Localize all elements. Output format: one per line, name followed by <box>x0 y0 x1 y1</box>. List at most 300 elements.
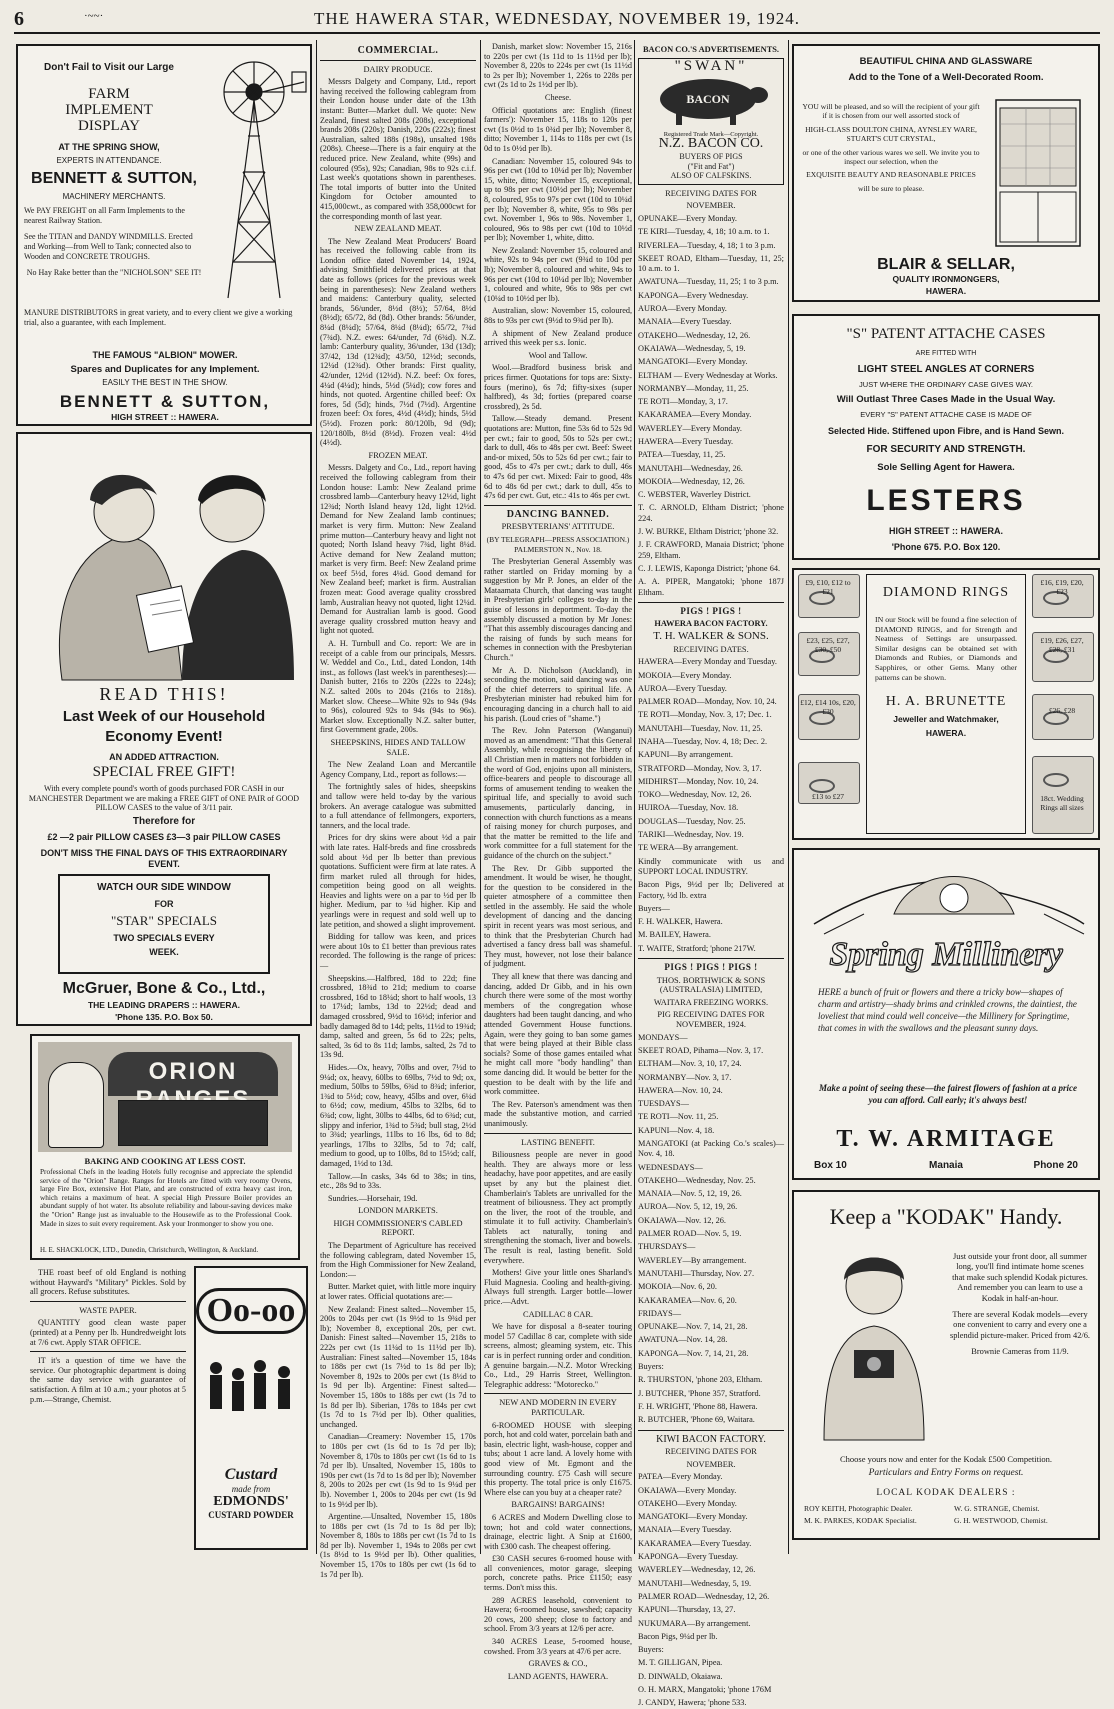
date-entry: T. C. ARNOLD, Eltham District; 'phone 224. <box>638 503 784 523</box>
ad-line: TWO SPECIALS EVERY <box>113 933 215 943</box>
date-entry: KAPONGA—Every Wednesday. <box>638 290 749 300</box>
article-paragraph: New Zealand: November 15, coloured and white, 92s to 94s per cwt (9¾d to 10d per lb); November 8, coloured and white, 94s to 96s per cwt (10d to 10¼d per lb); November 1, coloured and white, 96s to 98s per cwt (10¼d to 10½d per lb). <box>484 245 632 303</box>
date-entry: WAVERLEY—Wednesday, 12, 26. <box>638 1565 756 1575</box>
date-entry: TOKO—Wednesday, Nov. 12, 26. <box>638 790 752 800</box>
ad-text: THE FAMOUS "ALBION" MOWER. <box>92 350 238 360</box>
article-heading: NEW AND MODERN IN EVERY PARTICULAR. <box>499 1398 617 1417</box>
date-entry: MANGATOKI—Every Monday. <box>638 1512 748 1522</box>
ad-headline: BAKING AND COOKING AT LESS COST. <box>84 1156 246 1166</box>
article-paragraph: The Rev. Dr Gibb supported the amendment. It would be wiser, he thought, for the question to be considered in the quieter atmosphere of a committee then settled in the assembly. He said the whole development of dancing and the dancing spirit in recent years was most serious, and to think that the Presbyterian Church had advertised a fancy dress ball was shameful. They must, however, not lose their balance of judgment. <box>484 863 632 969</box>
date-entry: Bacon Pigs, 9½d per lb; Delivered at Factory, ½d lb. extra <box>638 880 784 900</box>
article-paragraph: 289 ACRES leasehold, convenient to Hawera; 6-roomed house, sawshed; capacity 20 cows, 200 sheep; close to factory and school. From 3/3 years at 12/6 per acre. <box>484 1595 632 1634</box>
ad-line: WEEK. <box>149 947 179 957</box>
ad-text: EXQUISITE BEAUTY AND REASONABLE PRICES <box>806 170 976 180</box>
ad-line: DON'T MISS THE FINAL DAYS OF THIS EXTRAORDINARY EVENT. <box>40 848 288 869</box>
article-paragraph: Butter. Market quiet, with little more inquiry at lower rates. Official quotations are:— <box>320 1282 476 1302</box>
children-illustration <box>204 1348 302 1458</box>
firm-subtitle: MACHINERY MERCHANTS. <box>62 192 166 201</box>
signature: LAND AGENTS, HAWERA. <box>507 1671 609 1681</box>
article-paragraph: Messrs. Dalgety and Co., Ltd., report having received the following cablegram from their London house: Lamb: New Zealand prime crossbred lamb—Canterbury heavy 12½d, light 12¾d; North Island heavy 12d, light 12½d. Demand for New Zealand lamb continues; market is very firm. Mutton: New Zealand prime mutton—Canterbury heavy and light not quoted; North Island heavy 7¾d, light 8¼d. Active demand for New Zealand mutton; market is very firm. Beef: New Zealand prime ox beef 5½d, fores 4¼d. Good demand for New Zealand beef; market is firm. Australian frozen meat: Good average quality crossbred lamb, Australian heavy not quoted, light 12¼d. Demand for Australian lamb is good. Good average quality crossbred mutton heavy and light not quoted. <box>320 463 476 636</box>
firm-name: THOS. BORTHWICK & SONS (AUSTRALASIA) LIMITED, <box>656 975 766 995</box>
section-title: BACON CO.'S ADVERTISEMENTS. <box>642 45 780 54</box>
article-paragraph: Australian, slow: November 15, coloured, 88s to 93s per cwt (9½d to 9¾d per lb). <box>484 306 632 326</box>
article-heading: FROZEN MEAT. <box>368 450 428 460</box>
date-entry: OPUNAKE—Nov. 7, 14, 21, 28. <box>638 1322 748 1332</box>
firm-name: BLAIR & SELLAR, <box>877 256 1015 273</box>
ad-text: EASILY THE BEST IN THE SHOW. <box>102 378 228 387</box>
side-window-box <box>58 874 270 974</box>
date-entry: FRIDAYS— <box>638 1308 682 1318</box>
article-paragraph: Mr A. D. Nicholson (Auckland), in seconding the motion, said dancing was one of the chief deterrers to spiritual life. A Presbyterian minister had rebuked him for encouraging dancing in a church hall to aid his parish. (Loud cries of "shame.") <box>484 665 632 723</box>
ad-text: Just outside your front door, all summer long, you'll find intimate home scenes that make such splendid Kodak pictures. And remember you can learn to use a Kodak in half-an-hour. <box>952 1252 1088 1303</box>
ad-headline: READ THIS! <box>99 684 229 704</box>
article-paragraph: The fortnightly sales of hides, sheepskins and tallow were held to-day by the various brokers. An average catalogue was submitted to a full attendance of fellmongers, exporters, tanners, and the local trade. <box>320 782 476 830</box>
ad-text: There are several Kodak models—every one convenient to carry and every one a splendid picture-maker. Priced from 42/6. <box>950 1310 1091 1340</box>
ad-text: No Hay Rake better than the "NICHOLSON" SEE IT! <box>26 268 202 277</box>
ad-text: or one of the other various wares we sell. We invite you to inspect our selection, when the <box>802 147 980 167</box>
ad-line: "STAR" SPECIALS <box>110 913 217 928</box>
date-entry: HAWERA—Nov. 10, 24. <box>638 1085 723 1095</box>
nz-bacon-dates-list <box>638 214 784 598</box>
firm-subtitle: QUALITY IRONMONGERS, <box>892 274 1000 284</box>
range-stove <box>118 1100 268 1146</box>
date-entry: MANGATOKI (at Packing Co.'s scales)—Nov. 4, 18. <box>638 1138 784 1159</box>
ad-edmonds-custard <box>194 1266 308 1550</box>
svg-text:BACON: BACON <box>686 92 730 107</box>
millinery-logo: Spring Millinery <box>829 936 1063 973</box>
date-entry: AWATUNA—Tuesday, 11, 25; 1 to 3 p.m. <box>638 277 779 287</box>
firm-name: T. H. WALKER & SONS. <box>653 630 769 643</box>
ad-line: AT THE SPRING SHOW, <box>58 142 160 152</box>
column-rule <box>480 40 481 1554</box>
date-entry: Buyers: <box>638 1362 664 1372</box>
firm-town: Manaia <box>929 1160 963 1171</box>
ad-line: LIGHT STEEL ANGLES AT CORNERS <box>857 364 1035 375</box>
date-entry: AWATUNA—Nov. 14, 28. <box>638 1335 728 1345</box>
date-entry: J. CANDY, Hawera; 'phone 533. <box>638 1698 747 1708</box>
date-entry: PALMER ROAD—Wednesday, 12, 26. <box>638 1591 770 1601</box>
article-heading: Wool and Tallow. <box>528 350 588 360</box>
date-entry: F. H. WALKER, Hawera. <box>638 917 723 927</box>
firm-name: T. W. ARMITAGE <box>836 1126 1056 1152</box>
ad-mcgruer-bone <box>16 432 312 1026</box>
firm-name: LESTERS <box>866 484 1026 517</box>
hat-illustration <box>804 854 1092 944</box>
date-entry: WAVERLEY—Every Monday. <box>638 423 742 433</box>
ad-line: Sole Selling Agent for Hawera. <box>877 462 1015 473</box>
date-entry: MANUTAHI—Wednesday, 26. <box>638 463 743 473</box>
article-paragraph: Danish, market slow: November 15, 216s to 220s per cwt (1s 11d to 1s 11½d per lb); November 8, 220s to 224s per cwt (1s 11½d to 2s per lb); November 1, 226s to 228s per cwt (2s 1d to 2s 1½d per lb). <box>484 42 632 90</box>
ad-line: FARM <box>88 86 130 102</box>
ad-text: will be sure to please. <box>857 183 924 193</box>
ad-line: ALSO OF CALFSKINS. <box>670 171 752 181</box>
article-paragraph: Sundries.—Horsehair, 19d. <box>328 1193 418 1203</box>
ad-footer: H. E. SHACKLOCK, LTD., Dunedin, Christchurch, Wellington, & Auckland. <box>40 1246 259 1254</box>
date-entry: KAPUNI—Thursday, 13, 27. <box>638 1605 736 1615</box>
ring-image <box>1032 694 1094 740</box>
ad-line: BUYERS OF PIGS <box>679 151 743 161</box>
ad-text: Brownie Cameras from 11/9. <box>971 1347 1069 1357</box>
date-entry: J. W. BURKE, Eltham District; 'phone 32. <box>638 527 779 537</box>
article-heading: SHEEPSKINS, HIDES AND TALLOW SALE. <box>330 737 466 757</box>
ad-headline: Keep a "KODAK" Handy. <box>829 1204 1063 1229</box>
firm-phone: 'Phone 135. P.O. Box 50. <box>115 1012 213 1022</box>
ad-bennett-sutton <box>16 44 312 426</box>
ad-line: FOR <box>154 899 174 909</box>
article-heading: DAIRY PRODUCE. <box>363 64 433 74</box>
ad-text: YOU will be pleased, and so will the recipient of your gift if it is chosen from our well assorted stock of <box>802 102 980 121</box>
article-paragraph: Biliousness people are never in good health. They are always more or less headachy, have poor appetites, and are easily upset by any but the plainest diet. Chamberlain's Tablets are unrivalled for the treatment of biliousness. They act promptly on the liver, the root of the trouble, and stimulate it to full activity. Chamberlain's Tablets act naturally, toning and strengthening the stomach, liver and bowels. The result is real, lasting benefit. Sold everywhere. <box>484 1150 632 1265</box>
date-entry: STRATFORD—Monday, Nov. 3, 17. <box>638 763 762 773</box>
ad-line: WATCH OUR SIDE WINDOW <box>97 882 231 893</box>
firm-phone: Phone 20 <box>1033 1160 1078 1171</box>
column-rule <box>788 40 789 1554</box>
firm-subtitle: HAWERA. <box>925 286 967 296</box>
date-entry: KAKARAMEA—Nov. 6, 20. <box>638 1295 737 1305</box>
ad-line: RECEIVING DATES. <box>673 644 749 654</box>
china-cabinet-illustration <box>986 94 1090 252</box>
date-entry: PALMER ROAD—Monday, Nov. 10, 24. <box>638 697 777 707</box>
firm-name: BENNETT & SUTTON, <box>31 170 197 187</box>
ad-line: RECEIVING DATES FOR <box>665 1447 757 1457</box>
firm-subtitle: THE LEADING DRAPERS :: HAWERA. <box>87 1000 241 1010</box>
dealer-name: ROY KEITH, Photographic Dealer. <box>804 1504 913 1513</box>
price-label: £16, £19, £20, £23 <box>1040 578 1084 596</box>
date-entry: M. T. GILLIGAN, Pipea. <box>638 1658 723 1668</box>
masthead-ornament: ·~~· <box>84 10 104 22</box>
ad-line: WAITARA FREEZING WORKS. <box>653 997 769 1007</box>
ad-text: HIGH-CLASS DOULTON CHINA, AYNSLEY WARE, STUART'S CUT CRYSTAL, <box>805 124 977 144</box>
firm-name: McGruer, Bone & Co., Ltd., <box>62 980 266 997</box>
dealer-name: G. H. WESTWOOD, Chemist. <box>954 1516 1048 1525</box>
date-entry: SKEET ROAD, Pihama—Nov. 3, 17. <box>638 1045 764 1055</box>
ad-line: made from <box>231 1484 271 1494</box>
ad-line: PIGS ! PIGS ! <box>680 605 742 616</box>
date-entry: O. H. MARX, Mangatoki; 'phone 176M <box>638 1685 772 1695</box>
dealer-name: M. K. PARKES, KODAK Specialist. <box>804 1516 917 1525</box>
date-entry: OTAKEHO—Wednesday, 12, 26. <box>638 330 751 340</box>
date-entry: DOUGLAS—Tuesday, Nov. 25. <box>638 816 746 826</box>
edmonds-logo: Oo-oo <box>196 1288 306 1334</box>
bacon-column <box>638 42 784 1708</box>
ad-orion-ranges <box>30 1034 300 1260</box>
woman-camera-illustration <box>804 1240 944 1440</box>
price-label: £26, £28 <box>1048 706 1076 715</box>
date-entry: NORMANBY—Monday, 11, 25. <box>638 383 749 393</box>
date-entry: PALMER ROAD—Nov. 5, 19. <box>638 1229 742 1239</box>
article-paragraph: Hides.—Ox, heavy, 70lbs and over, 7½d to 9¼d; ox, heavy, 60lbs to 69lbs, 7½d to 9d; ox, medium, 50lbs to 59lbs, 6¾d to 8¾d; inferior, 1¾d to 5½d; cow, heavy, 45lbs and over, 6¼d to 6½d; cow, medium, 45lbs to 32lbs, 6d to 6¾d; cow, light, 30lbs to 44lbs, 6d to 6¾d; cut, slippy and inferior, 1¾d to 5¾d; bull stag, 2½d to 3¾d; yearlings, 11lbs to 16 lbs, 6d to 8d; yearlings, 17lbs to 32lbs, 5d to 7d; calf, medium to good, up to 10lbs, 8d to 15½d; calf, damaged, 1½d to 13d. <box>320 1062 476 1168</box>
date-entry: OTAKEHO—Every Monday. <box>638 1498 737 1508</box>
ad-line: NOVEMBER. <box>686 1459 736 1469</box>
article-paragraph: They all knew that there was dancing and dancing, added Dr Gibb, and in his own church there were some of the most worthy members of the congregation whose daughters had been taught dancing, and who attended Government House functions. Again, were they going to ban some games that were being played at their Bible class socials? Some of those games entailed what he might call more "body handling" than some dancing did. It would be better for the question to be dealt with by the life and work committee. <box>484 972 632 1097</box>
article-paragraph: Tallow.—Steady demand. Present quotations are: Mutton, fine 53s 6d to 52s 9d per cwt.; fair to good, 50s to 52s per cwt.; dark to dull, 46s to 48s per cwt. Beef: Sweet and-or mixed, 50s to 52s 6d per cwt.; fair to good, 45s to 47s per cwt.; dark to dull, 46s to 47s 6d per cwt. Mixed: Fair to good, 48s 6d to 48s 6d per cwt.; dark to dull, 45s to 47s 6d per cwt. Gut, etc.: 41s to 46s per cwt. <box>484 414 632 501</box>
ad-line: EDMONDS' <box>213 1494 289 1509</box>
ad-text: Professional Chefs in the leading Hotels fully recognise and appreciate the splendid service of the "Orion" Range. Ranges for Hotels are fitted with very roomy Ovens, large Fire Box, extensive Hot Plate, and are constructed of extra heavy cast iron, which retains a maximum of heat. A special High Pressure Boiler provides an abundant supply of hot water. Its absolute reliability and labour-saving devices make the "Orion" Range just as invaluable to the Housewife as to the Professional Cook. Made in sizes to suit every requirement. Ask your Ironmonger to show you one. <box>40 1167 292 1228</box>
article-heading: BARGAINS! BARGAINS! <box>511 1500 605 1510</box>
date-entry: ELTHAM — Every Wednesday at Works. <box>638 370 778 380</box>
date-entry: MANUTAHI—Wednesday, 5, 19. <box>638 1578 752 1588</box>
ad-headline: DIAMOND RINGS <box>882 585 1010 600</box>
date-entry: MIDHIRST—Monday, Nov. 10, 24. <box>638 776 759 786</box>
dateline: (BY TELEGRAPH—PRESS ASSOCIATION.) PALMERSTON N., Nov. 18. <box>486 534 630 554</box>
price-label: 18ct. Wedding Rings all sizes <box>1040 794 1084 812</box>
dealers-heading: LOCAL KODAK DEALERS : <box>876 1488 1016 1498</box>
date-entry: MANGATOKI—Every Monday. <box>638 357 748 367</box>
date-entry: HAWERA—Every Tuesday. <box>638 436 734 446</box>
article-paragraph: Mothers! Give your little ones Sharland's Fluid Magnesia. Cooling and health-giving. Always full strength. Larger bottle—lower price.—Advt. <box>484 1268 632 1307</box>
commercial-column <box>320 42 476 1579</box>
date-entry: KAKARAMEA—Every Monday. <box>638 410 752 420</box>
orion-logo: ORION <box>108 1052 278 1096</box>
windmill-illustration <box>198 52 310 302</box>
ad-line: Therefore for <box>132 816 196 827</box>
ad-line: DISPLAY <box>78 118 140 134</box>
article-title: DANCING BANNED. <box>506 508 610 520</box>
date-entry: TARIKI—Wednesday, Nov. 19. <box>638 830 744 840</box>
article-heading: Cheese. <box>544 92 572 102</box>
price-label: £23, £25, £27, £30, £50 <box>806 636 850 654</box>
article-paragraph: Sheepskins.—Halfbred, 18d to 22d; fine crossbred, 18¾d to 21d; medium to coarse crossbred, 16d to 18¼d; short to half wools, 13 to 17¼d; lambs, 13d to 22½d; dead and damaged crossbred, 9½d to 16½d; inferior and badly damaged 8d to 14d; pelts, 11½d to 19¾d; damp, salted and green, 5s 6d to 22s; pelts, salted, 3s 6d to 8s 11d; lambs, salted, 2s 7d to 13s 9d. <box>320 973 476 1060</box>
article-paragraph: The Department of Agriculture has received the following cablegram, dated November 15, from the High Commissioner for New Zealand, London:— <box>320 1241 476 1279</box>
ad-text: Particulars and Entry Forms on request. <box>868 1468 1024 1478</box>
firm-phone: 'Phone 675. P.O. Box 120. <box>891 542 1001 552</box>
ad-text: QUANTITY good clean waste paper (printed) at a Penny per lb. Hundredweight lots at 7/6 cwt. Apply STAR OFFICE. <box>30 1318 186 1347</box>
ad-headline: "S" PATENT ATTACHE CASES <box>846 326 1046 342</box>
date-entry: INAHA—Tuesday, Nov. 4, 18; Dec. 2. <box>638 737 768 746</box>
date-entry: TE KIRI—Tuesday, 4, 18; 10 a.m. to 1. <box>638 227 770 237</box>
date-entry: AUROA—Every Tuesday. <box>638 683 727 693</box>
ad-intro: Don't Fail to Visit our Large <box>44 62 174 73</box>
firm-box: Box 10 <box>814 1160 847 1171</box>
ad-line: IMPLEMENT <box>65 102 153 118</box>
ad-line: AN ADDED ATTRACTION. <box>109 752 219 762</box>
date-entry: WAVERLEY—By arrangement. <box>638 1255 747 1265</box>
date-entry: OPUNAKE—Every Monday. <box>638 213 738 223</box>
price-label: £9, £10, £12 to £21 <box>805 578 851 596</box>
ad-line: £2 —2 pair PILLOW CASES £3—3 pair PILLOW CASES <box>47 832 281 842</box>
date-entry: KAKARAMEA—Every Tuesday. <box>638 1538 752 1548</box>
date-entry: MANAIA—Every Tuesday. <box>638 317 732 327</box>
ad-diamond-rings <box>792 568 1100 840</box>
date-entry: M. BAILEY, Hawera. <box>638 930 711 940</box>
column-rule <box>634 40 635 1554</box>
ad-line: Selected Hide. Stiffened upon Fibre, and is Hand Sewn. <box>827 426 1065 436</box>
date-entry: MOKOIA—Nov. 6, 20. <box>638 1282 717 1292</box>
kiwi-dates-list <box>638 1472 784 1708</box>
date-entry: R. BUTCHER, 'Phone 69, Waitara. <box>638 1415 755 1425</box>
article-paragraph: We have for disposal a 8-seater touring model 57 Cadillac 8 car, complete with side screens, almost; gleaming system, etc. This car is in perfect running order and condition. A genuine bargain.—N.Z. Motor Wrecking Co., Ltd., 29 Harris Street, Wellington. Telegraphic address: "Motorecko." <box>484 1322 632 1389</box>
firm-address: HIGH STREET :: HAWERA. <box>889 526 1003 536</box>
ad-armitage-millinery <box>792 848 1100 1180</box>
date-entry: WEDNESDAYS— <box>638 1162 703 1172</box>
ad-line: EVERY "S" PATENT ATTACHE CASE IS MADE OF <box>860 410 1032 419</box>
price-label: £19, £26, £27, £28, £31 <box>1040 636 1084 654</box>
article-paragraph: Bidding for tallow was keen, and prices were about 10s to £1 better than previous rates recorded. The following is the range of prices:— <box>320 932 476 971</box>
ad-kodak <box>792 1190 1100 1540</box>
ad-headline: Add to the Tone of a Well-Decorated Room. <box>848 72 1044 83</box>
article-paragraph: The Rev. Paterson's amendment was then made the substantive motion, and carried unanimously. <box>484 1099 632 1128</box>
article-heading: HIGH COMMISSIONER'S CABLED REPORT. <box>333 1218 463 1238</box>
date-entry: HUIROA—Tuesday, Nov. 18. <box>638 803 739 813</box>
date-entry: TE ROTI—Monday, Nov. 3, 17; Dec. 1. <box>638 710 772 720</box>
walker-dates-list <box>638 657 784 954</box>
firm-subtitle: HAWERA. <box>925 728 967 739</box>
date-entry: OTAKEHO—Wednesday, Nov. 25. <box>638 1175 756 1185</box>
article-subtitle: PRESBYTERIANS' ATTITUDE. <box>501 522 615 532</box>
ad-text: With every complete pound's worth of goods purchased FOR CASH in our MANCHESTER Department we are making a FREE GIFT of ONE PAIR of GOOD PILLOW CASES to the value of 3/11 pair. <box>28 784 300 812</box>
article-paragraph: 6-ROOMED HOUSE with sleeping porch, hot and cold water, porcelain bath and basin, electric light, wash-house, copper and tubs; about 1 acre land. A lovely home with good view of Mt. Egmont and the surrounding country. £75 Cash will secure this property. The total price is only £1675. Where else can you buy at a cheaper rate? <box>484 1420 632 1497</box>
article-heading: LASTING BENEFIT. <box>521 1137 595 1147</box>
date-entry: HAWERA—Every Monday and Tuesday. <box>638 657 777 667</box>
date-entry: RIVERLEA—Tuesday, 4, 18; 1 to 3 p.m. <box>638 240 776 250</box>
date-entry: ELTHAM—Nov. 3, 10, 17, 24. <box>638 1059 742 1069</box>
firm-name: BENNETT & SUTTON, <box>59 392 271 411</box>
article-paragraph: £30 CASH secures 6-roomed house with all conveniences, motor garage, sleeping porch, concrete paths. Price £1150; easy terms. Don't miss this. <box>484 1554 632 1593</box>
ad-headline: BEAUTIFUL CHINA AND GLASSWARE <box>859 56 1033 67</box>
section-title: COMMERCIAL. <box>357 45 439 56</box>
date-entry: MANUTAHI—Tuesday, Nov. 11, 25. <box>638 723 763 733</box>
date-entry: OKAIAWA—Nov. 12, 26. <box>638 1215 726 1225</box>
ad-headline: Economy Event! <box>105 728 223 745</box>
date-entry: C. WEBSTER, Waverley District. <box>638 490 751 500</box>
date-entry: F. H. WRIGHT, 'Phone 88, Hawera. <box>638 1401 758 1411</box>
ad-line: PIGS ! PIGS ! PIGS ! <box>664 962 758 973</box>
newspaper-title: THE HAWERA STAR, WEDNESDAY, NOVEMBER 19, 1924. <box>314 9 800 28</box>
article-paragraph: The Presbyterian General Assembly was rather startled on Friday morning by a suggestion by Mr P. Jones, an elder of the Mataamata Church, that dancing was taught in Presbyterian girls' colleges to-day in the guise of lessons in deportment. To-day the assembly discussed a motion by Mr Jones: "That this assembly discourages dancing and the raising of funds by such means for schemes in connection with the Presbyterian Church." <box>484 557 632 663</box>
article-paragraph: The New Zealand Loan and Mercantile Agency Company, Ltd., report as follows:— <box>320 760 476 779</box>
date-entry: SKEET ROAD, Eltham—Tuesday, 11, 25; 10 a.m. to 1. <box>638 253 784 274</box>
article-paragraph: Wool.—Bradford business brisk and prices firmer. Quotations for tops are: Sixty-fours (merino), 6s 7d; fifty-sixes (super halfbred), 4s 3d; forties (prepared coarse crossbred), 2s 5d. <box>484 363 632 411</box>
date-entry: OKAIAWA—Every Monday. <box>638 1485 737 1495</box>
ad-line: PIG RECEIVING DATES FOR NOVEMBER, 1924. <box>657 1010 765 1030</box>
date-entry: Buyers: <box>638 1645 664 1655</box>
date-entry: KAPUNI—Nov. 4, 18. <box>638 1125 715 1135</box>
date-entry: A. A. PIPER, Mangatoki; 'phone 187J Eltham. <box>638 577 784 597</box>
small-ads <box>30 1268 186 1552</box>
column-rule <box>316 40 317 1554</box>
ad-line: EXPERTS IN ATTENDANCE. <box>56 156 162 165</box>
date-entry: TE ROTI—Monday, 3, 17. <box>638 397 728 407</box>
date-entry: PATEA—Tuesday, 11, 25. <box>638 450 726 460</box>
date-entry: Buyers— <box>638 903 670 913</box>
date-entry: THURSDAYS— <box>638 1242 696 1252</box>
article-heading: LONDON MARKETS. <box>358 1206 438 1216</box>
date-entry: NUKUMARA—By arrangement. <box>638 1618 751 1628</box>
date-entry: MOKOIA—Every Monday. <box>638 670 732 680</box>
article-paragraph: Canadian: November 15, coloured 94s to 96s per cwt (10d to 10¼d per lb); November 15, white, ditto; November 15, exceptional, up to 98s per cwt (10½d per lb); November 8, coloured, 95s to 97s per cwt (10d to 10¼d per lb); November 8, white, 95s to 98s per cwt. November 1, 96s to 98s. November 1, coloured, 96s to 98s per cwt (10d to 10½d per lb); November 1, white, ditto. <box>484 156 632 243</box>
borthwick-dates-list <box>638 1033 784 1426</box>
ad-line: CUSTARD POWDER <box>208 1510 294 1520</box>
article-paragraph: Official quotations are: English (finest farmers'): November 15, 118s to 120s per cwt (1s 0½d to 1s 0¾d per lb); November 8, ditto; November 1, 114s to 118s per cwt (1s 0d to 1s 0½d per lb). <box>484 105 632 153</box>
date-entry: J. F. CRAWFORD, Manaia District; 'phone 259, Eltham. <box>638 540 784 560</box>
ad-line: SPECIAL FREE GIFT! <box>92 764 236 780</box>
pig-illustration <box>642 71 780 127</box>
date-entry: KAPONGA—Every Tuesday. <box>638 1552 738 1562</box>
ad-text: Spares and Duplicates for any Implement. <box>70 364 260 375</box>
ad-line: HAWERA BACON FACTORY. <box>654 619 768 629</box>
swan-logo: "SWAN" <box>674 57 748 74</box>
date-entry: AUROA—Nov. 5, 12, 19, 26. <box>638 1202 738 1212</box>
date-entry: MANUTAHI—Thursday, Nov. 27. <box>638 1268 755 1278</box>
date-entry: OKAIAWA—Wednesday, 5, 19. <box>638 343 746 353</box>
ad-heading: WASTE PAPER. <box>79 1305 137 1315</box>
date-entry: KAPONGA—Nov. 7, 14, 21, 28. <box>638 1348 749 1358</box>
date-entry: T. WAITE, Stratford; 'phone 217W. <box>638 943 756 953</box>
date-entry: MOKOIA—Wednesday, 12, 26. <box>638 476 745 486</box>
ad-text: Choose yours now and enter for the Kodak £500 Competition. <box>840 1454 1052 1464</box>
firm-name: H. A. BRUNETTE <box>885 694 1007 710</box>
date-entry: NORMANBY—Nov. 3, 17. <box>638 1072 732 1082</box>
dealer-name: W. G. STRANGE, Chemist. <box>954 1504 1040 1513</box>
date-entry: D. DINWALD, Okaiawa. <box>638 1671 723 1681</box>
ad-headline: Last Week of our Household <box>62 708 266 725</box>
date-entry: TE ROTI—Nov. 11, 25. <box>638 1112 719 1122</box>
chef-figure <box>48 1062 104 1148</box>
firm-name: KIWI BACON FACTORY. <box>656 1433 766 1445</box>
article-paragraph: A. H. Turnbull and Co. report: We are in receipt of a cable from our principals, Messrs. W. Weddel and Co., Ltd., dated London, 14th inst., as follows (last week's in parentheses):—Danish butter, 216s to 220s (222s to 224s); N.Z. salted 200s to 204s (216s to 218s). Market slow. Cheese—White 92s to 94s (94s to 96s), coloured 92s to 94s (94s to 96s). Market slow. Exceptionally N.Z. salter butter, first Government grade, 200s. <box>320 639 476 735</box>
ad-text: IN our Stock will be found a fine selection of DIAMOND RINGS, and for Strength and Neatness of Settings are unsurpassed. Similar designs can be obtained set with Diamonds and Rubies, or Diamonds and Sapphires, or other Gems. Many other patterns can be shown. <box>875 615 1017 682</box>
date-entry: TE WERA—By arrangement. <box>638 843 739 853</box>
couple-illustration <box>32 440 300 680</box>
date-entry: J. BUTCHER, 'Phone 357, Stratford. <box>638 1388 761 1398</box>
article-paragraph: The New Zealand Meat Producers' Board has received the following cable from its London office dated November 14, 1924, advising Smithfield delivered prices at that date as follows (prices for the previous week being in parentheses): New Zealand wethers and maidens: Canterbury quality, selected brands, 56/under, 8½d (8½); 57/64, 8½d (8½d); 65/72, 8d (8d). Other brands: 56/under, 8¼d (8¼d); 57/64, 8¼d (8¼d); 65/72, 7¾d (7¾d). N.Z. ewes: 64/under, 7d (6¾d). N.Z. lamb: Canterbury quality, 36/under, 13d (13d); 37/42, 13d (12¾d); 43/50, 12½d; seconds, 12¼d (12¾d). Other brands: First quality, 42/under, 12½d (12½d). N.Z. beef: Ox fores, 4¼d (4¼d); hinds, 5½d (5¼d); cow fores and hinds, not quoted. Argentine chilled beef: Ox fores, 5d (5d); hinds, 7½d (7½d). Argentine frozen beef: Ox fores, 4½d (4½d); hinds, 5½d (5½d). Frozen pork: 80/120lb, 9d (9d); 120/180lb, 8½d (8½d). Frozen veal: 4½d (4½d). <box>320 236 476 448</box>
ad-line: Custard <box>224 1466 278 1483</box>
date-entry: PATEA—Every Monday. <box>638 1472 723 1482</box>
article-paragraph: The Rev. John Paterson (Wanganui) moved as an amendment: "That this General Assembly, while recognising the liberty of all Christian men in matters not forbidden in the word of God, enjoins upon all ministers, office-bearers and people to discourage all forms of amusement tending to weaken the spiritual life, and specially to avoid such amusements, particularly dancing, in connection with church functions as a means of raising money for church purposes, and that the matter be remitted to the life and work committee for a full statement for the guidance of the church on the subject." <box>484 726 632 860</box>
ad-line: Will Outlast Three Cases Made in the Usual Way. <box>836 394 1056 405</box>
ad-line: RECEIVING DATES FOR <box>665 188 757 198</box>
ad-line: ("Fit and Fat") <box>687 161 735 171</box>
article-paragraph: Tallow.—In casks, 34s 6d to 38s; in tins, etc., 28s 9d to 33s. <box>320 1171 476 1191</box>
page-number: 6 <box>14 8 24 30</box>
firm-name: N.Z. BACON CO. <box>658 136 764 152</box>
date-entry: AUROA—Every Monday. <box>638 304 727 314</box>
price-label: £13 to £27 <box>811 792 845 801</box>
date-entry: Bacon Pigs, 9¼d per lb. <box>638 1631 718 1641</box>
trademark-note: Registered Trade Mark—Copyright. <box>663 130 759 138</box>
date-entry: C. J. LEWIS, Kaponga District; 'phone 64. <box>638 563 781 573</box>
date-entry: Kindly communicate with us and SUPPORT LOCAL INDUSTRY. <box>638 856 784 876</box>
article-paragraph: New Zealand: Finest salted—November 15, 200s to 204s per cwt (1s 9½d to 1s 9¾d per lb); November 8, exceptional 20s, per cwt. Danish: Finest salted—November 15, 218s to 222s per cwt (1s 11¼d to 1s 11½d per lb). Australian: Finest salted—November 15, 184s to 188s per cwt (1s 7½d to 1s 8d per lb); November 8, 192s to 200s per cwt (1s 8½d to 1s 9d per lb). Argentine: Finest salted—November 15, 180s to 188s per cwt (1s 7d to 1s 8d per lb). Siberian, 178s to 184s per cwt (1s 7d to 1s 7½d per lb). Other qualities, unchanged. <box>320 1304 476 1429</box>
ad-text: THE roast beef of old England is nothing without Hayward's "Military" Pickles. Sold by all grocers. Refuse substitutes. <box>30 1268 186 1297</box>
ad-line: NOVEMBER. <box>686 201 736 211</box>
article-paragraph: Canadian—Creamery: November 15, 170s to 180s per cwt (1s 6d to 1s 7d per lb); November 8, 170s to 180s per cwt (1s 6d to 1s 7d per lb). Unsalted, November 15, 180s to 190s per cwt (1s 7d to 1s 8d per lb); November 8, 200s to 202s per cwt (1s 9d to 1s 9¼d per lb). November 1, 200s to 204s per cwt (1s 9d to 1s 9½d per lb). <box>320 1432 476 1509</box>
article-paragraph: Prices for dry skins were about ½d a pair with late rates. Half-breds and fine crossbreds sold about ½d per lb better than previous quotations. Sufficient were firm at late rates. A firm market ruled all through for hides, competition being good on all weights. Heavies and lights were on a par to ½d per lb higher. Medium, par to ¼d higher. Kip and yearlings were in request and sold well up to late petition, and showed a slight improvement. <box>320 833 476 929</box>
article-heading: CADILLAC 8 CAR. <box>522 1309 594 1319</box>
ad-blair-sellar <box>792 44 1100 302</box>
signature: GRAVES & CO., <box>528 1659 588 1669</box>
date-entry: TUESDAYS— <box>638 1099 689 1109</box>
ad-text: HERE a bunch of fruit or flowers and there a tricky bow—shapes of charm and artistry—shady brims and crinkled crowns, the daintiest, the loveliest that mind could well conceive—the Millinery for Springtime, that comes in with the swallows and the pleasant sunny days. <box>818 987 1077 1033</box>
article-paragraph: A shipment of New Zealand produce arrived this week per s.s. Ionic. <box>484 328 632 348</box>
price-label: £12, £14 10s, £20, £30 <box>800 698 856 716</box>
ad-text: See the TITAN and DANDY WINDMILLS. Erected and Working—from Well to Tank; connected also to Wooden and CONCRETE TROUGHS. <box>24 232 193 261</box>
ad-text: Make a point of seeing these—the fairest flowers of fashion at a price you can afford. Call early; it's always best! <box>819 1083 1077 1105</box>
firm-address: HIGH STREET :: HAWERA. <box>111 412 219 422</box>
date-entry: MANAIA—Nov. 5, 12, 19, 26. <box>638 1189 742 1199</box>
firm-subtitle: Jeweller and Watchmaker, <box>893 714 999 725</box>
ad-text: IT it's a question of time we have the service. Our photographic department is doing the same day service with guarantee of satisfaction. A film at 10 a.m.; your photos at 5 p.m.—Strange, Chemist. <box>30 1356 186 1404</box>
ad-line: FOR SECURITY AND STRENGTH. <box>866 444 1026 455</box>
ad-lesters <box>792 314 1100 560</box>
news-column <box>484 42 632 1681</box>
date-entry: R. THURSTON, 'phone 203, Eltham. <box>638 1375 763 1385</box>
ad-text: MANURE DISTRIBUTORS in great variety, and to every client we give a working trial, also a guarantee, with each Implement. <box>24 308 293 327</box>
masthead <box>14 6 1100 34</box>
article-paragraph: 340 ACRES Lease, 5-roomed house, cowshed. From 3/3 years at 47/6 per acre. <box>484 1637 632 1656</box>
date-entry: MANAIA—Every Tuesday. <box>638 1525 732 1535</box>
ad-text: We PAY FREIGHT on all Farm Implements to the nearest Railway Station. <box>24 206 185 225</box>
